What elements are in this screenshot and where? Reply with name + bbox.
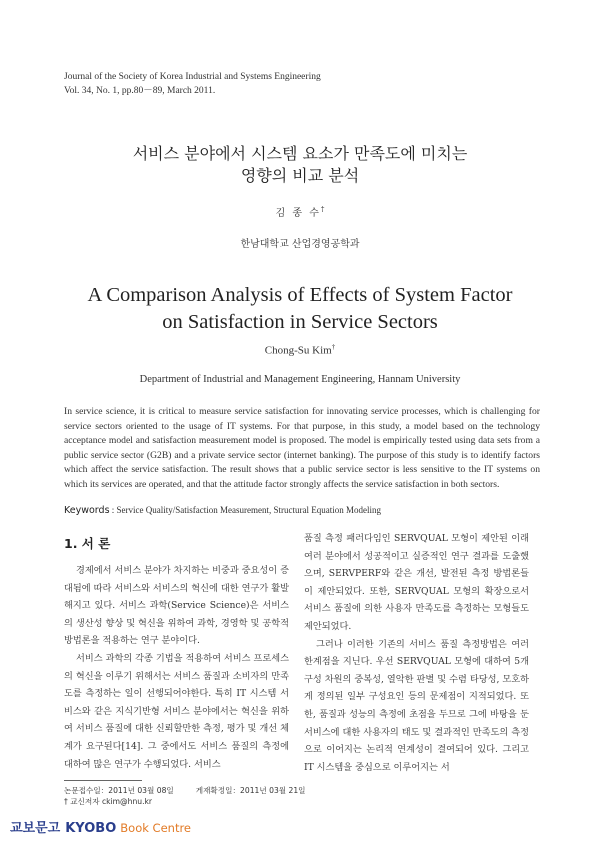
keywords — [64, 505, 381, 516]
english-author-name: Chong-Su Kim — [264, 344, 332, 357]
logo-sub-text: Book Centre — [120, 821, 192, 835]
keywords-label: Keywords — [64, 505, 110, 516]
keywords-separator: : — [111, 505, 117, 515]
paragraph: 서비스 과학의 각종 기법을 적용하여 서비스 프로세스의 혁신을 이루기 위해서는 서비스 품질과 소비자의 만족도를 측정하는 일이 선행되어야한다. 특히 IT 시스템 서비스와 같은 지식기반형 서비스 분야에서는 혁신을 위하여 서비스 품질에 대한 신뢰할만한 측정, 평가 및 개선 체계가 요구된다[14]. 그 중에서도 서비스 품질의 측정에 대하여 많은 연구가 수행되었다. 서비스 — [64, 652, 289, 770]
abstract: In service science, it is critical to measure service satisfaction for innovating service processes, which is challenging for service sectors oriented to the usage of IT systems. For that purpose, in this study, a model based on the technology acceptance model and satisfaction measurement model is proposed. The model is empirically tested using data sets from a public service sector (G2B) and a private service sector (internet banking). The purpose of this study is to identify factors which affect the service satisfaction. The result shows that a public service sector is less sensitive to the IT systems on which its services are operated, and that the attitude factor strongly affects the service satisfaction in both sectors. — [64, 406, 540, 490]
korean-title — [0, 143, 600, 187]
korean-author — [0, 204, 600, 219]
keywords-text: Service Quality/Satisfaction Measurement, Structural Equation Modeling — [116, 505, 381, 515]
korean-affiliation: 한남대학교 산업경영공학과 — [240, 239, 360, 250]
paragraph: 그러나 이러한 기존의 서비스 품질 측정방법은 여러 한계점을 지닌다. 우선 SERVQUAL 모형에 대하여 5개 구성 차원의 중복성, 열악한 판별 및 수렴 타당성, 모호하게 정의된 일부 구성요인 등의 문제점이 지적되었다. 또한, 품질과 성능의 측정에 초점을 두므로 그에 바탕을 둔 서비스에 대한 사용자의 태도 및 결과적인 만족도의 측정으로 이어지는 논리적 연계성이 결여되어 있다. 그리고 IT 시스템을 중심으로 이루어지는 서 — [304, 638, 529, 773]
journal-name: Journal of the Society of Korea Industrial and Systems Engineering — [64, 72, 321, 82]
paragraph: 경제에서 서비스 분야가 차지하는 비중과 중요성이 증대됨에 따라 서비스와 서비스의 혁신에 대한 연구가 활발해지고 있다. 서비스 과학(Service Science)은 서비스의 생산성 향상 및 혁신을 위하여 과학, 경영학 및 공학적 방법론을 적용하는 연구 분야이다. — [64, 565, 289, 647]
logo-korean-text: 교보문고 — [10, 821, 61, 836]
english-author — [0, 343, 600, 357]
english-title — [0, 282, 600, 336]
footnote — [64, 785, 306, 807]
english-affiliation: Department of Industrial and Management Engineering, Hannam University — [139, 374, 461, 385]
accepted-date: 게재확정일：2011년 03월 21일 — [195, 786, 306, 795]
korean-author-name: 김 종 수 — [275, 208, 321, 219]
footnote-divider — [64, 780, 142, 781]
right-column — [304, 530, 529, 776]
left-column — [64, 530, 289, 773]
corresponding-mark-en: † — [331, 343, 336, 351]
logo-brand-text: KYOBO — [65, 821, 117, 836]
korean-title-line-1: 서비스 분야에서 시스템 요소가 만족도에 미치는 — [132, 144, 468, 163]
english-title-line-2: on Satisfaction in Service Sectors — [162, 311, 438, 333]
english-title-line-1: A Comparison Analysis of Effects of System Factor — [87, 284, 513, 306]
korean-title-line-2: 영향의 비교 분석 — [240, 166, 360, 185]
kyobo-watermark-logo — [10, 819, 191, 838]
paragraph: 품질 측정 패러다임인 SERVQUAL 모형이 제안된 이래 여러 분야에서 성공적이고 실증적인 연구 결과를 도출했으며, SERVPERF와 같은 개선, 발전된 측정 방법론들이 제안되었다. 또한, SERVQUAL 모형의 확장으로서 서비스 품질에 의한 사용자 만족도를 측정하는 모형들도 제안되었다. — [304, 533, 529, 632]
footnote-dates — [64, 785, 306, 796]
journal-volume: Vol. 34, No. 1, pp.80－89, March 2011. — [64, 86, 216, 96]
corresponding-author: † 교신저자 ckim@hnu.kr — [64, 797, 153, 806]
journal-citation — [64, 70, 321, 98]
received-date: 논문접수일：2011년 03월 08일 — [64, 786, 174, 795]
corresponding-mark: † — [320, 205, 325, 214]
section-heading-introduction: 1. 서 론 — [64, 536, 111, 551]
